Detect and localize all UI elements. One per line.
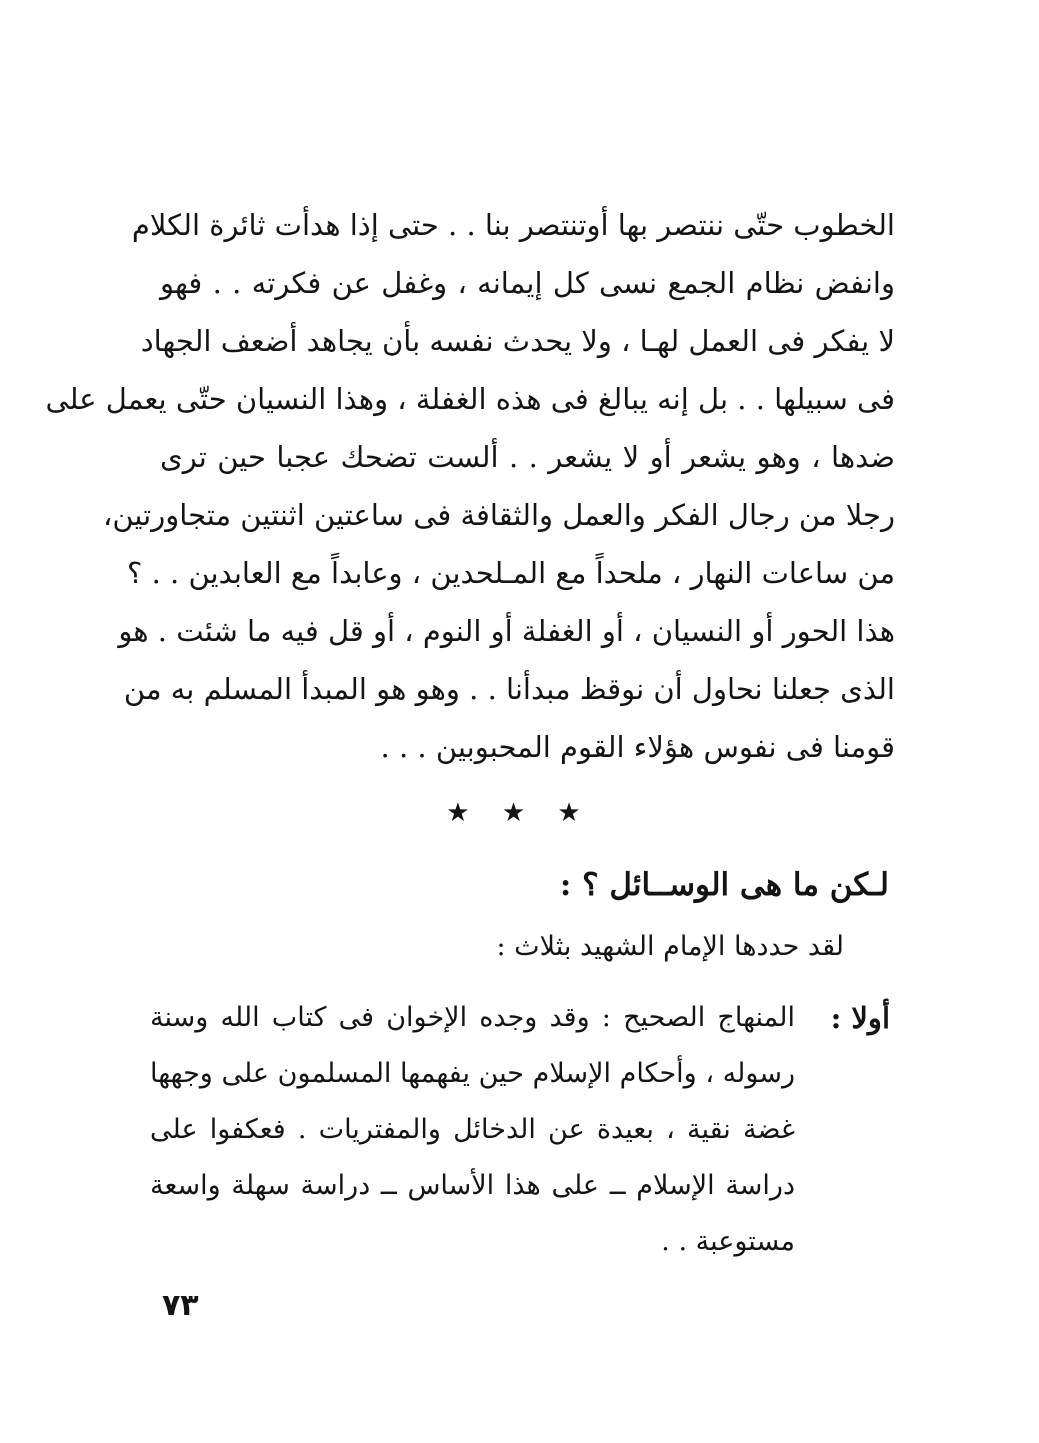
- body-line: رجلا من رجال الفكر والعمل والثقافة فى ساعتين اثنتين متجاورتين،: [102, 498, 895, 532]
- body-line: فى سبيلها . . بل إنه يبالغ فى هذه الغفلة ، وهذا النسيان حتّى يعمل على: [45, 382, 895, 416]
- body-line: الذى جعلنا نحاول أن نوقظ مبدأنا . . وهو هو المبدأ المسلم به من: [123, 672, 895, 706]
- intro-line: لقد حددها الإمام الشهيد بثلاث :: [496, 931, 844, 962]
- body-line: من ساعات النهار ، ملحداً مع المـلحدين ، وعابداً مع العابدين . . ؟: [127, 556, 895, 590]
- body-line: الخطوب حتّى ننتصر بها أوتنتصر بنا . . حتى إذا هدأت ثائرة الكلام: [131, 208, 895, 242]
- body-line: قومنا فى نفوس هؤلاء القوم المحبوبين . . .: [380, 730, 895, 764]
- section-separator-stars: ★ ★ ★: [446, 798, 593, 828]
- item-line: مستوعبة . .: [661, 1226, 795, 1257]
- body-paragraph: [45, 196, 895, 776]
- item-line: غضة نقية ، بعيدة عن الدخائل والمفتريات . فعكفوا على: [150, 1114, 795, 1145]
- body-line: وانفض نظام الجمع نسى كل إيمانه ، وغفل عن فكرته . . فهو: [160, 266, 895, 300]
- item-text: [150, 990, 795, 1270]
- section-heading: لـكن ما هى الوســائل ؟ :: [559, 867, 889, 903]
- body-line: لا يفكر فى العمل لهـا ، ولا يحدث نفسه بأن يجاهد أضعف الجهاد: [140, 324, 895, 358]
- item-label: أولا :: [830, 1001, 890, 1035]
- item-line: دراسة الإسلام ــ على هذا الأساس ــ دراسة سهلة واسعة: [150, 1170, 795, 1201]
- item-line: المنهاج الصحيح : وقد وجده الإخوان فى كتاب الله وسنة: [150, 1002, 795, 1033]
- page-number: ٧٣: [162, 1288, 199, 1323]
- body-line: ضدها ، وهو يشعر أو لا يشعر . . ألست تضحك عجبا حين ترى: [160, 440, 895, 474]
- body-line: هذا الحور أو النسيان ، أو الغفلة أو النوم ، أو قل فيه ما شئت . هو: [118, 614, 895, 648]
- item-line: رسوله ، وأحكام الإسلام حين يفهمها المسلمون على وجهها: [150, 1058, 795, 1089]
